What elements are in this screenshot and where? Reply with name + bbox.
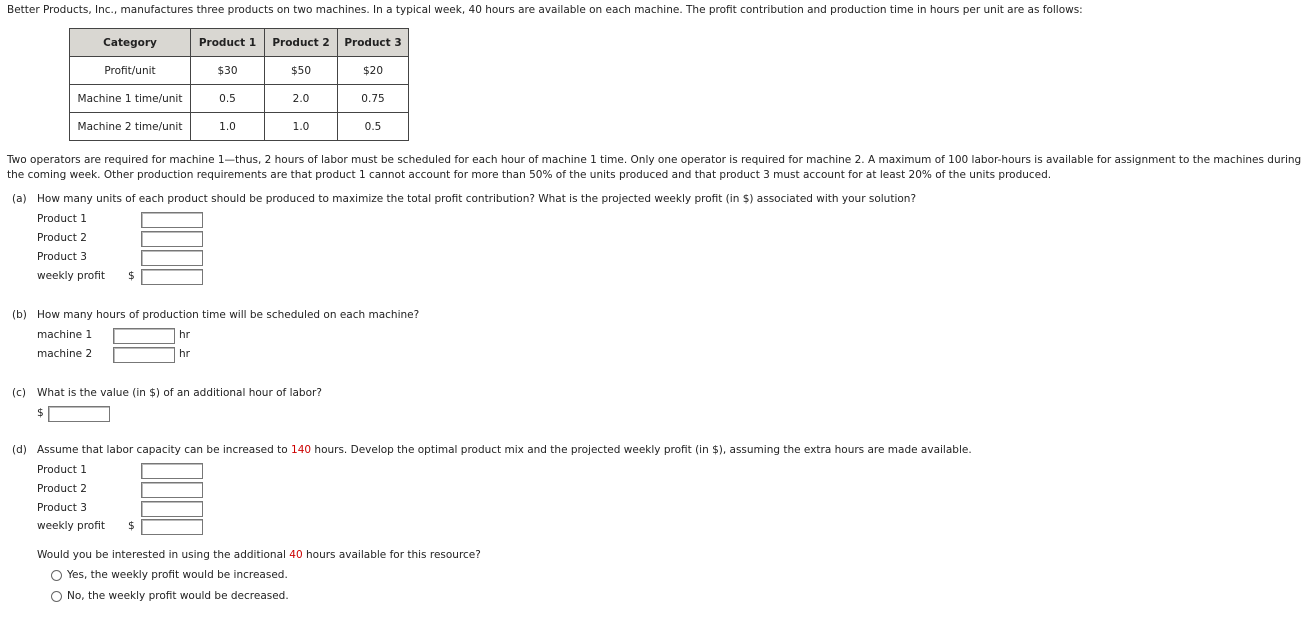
question-c xyxy=(12,387,322,399)
option-label[interactable]: Yes, the weekly profit would be increased. xyxy=(67,569,288,581)
a-product-2-input[interactable] xyxy=(141,231,203,247)
question-letter: (c) xyxy=(12,387,26,399)
table-cell: $50 xyxy=(265,57,338,85)
unit-label: hr xyxy=(179,348,190,360)
table-header: Product 1 xyxy=(191,29,265,57)
d-product-1-input[interactable] xyxy=(141,463,203,479)
table-cell: 0.75 xyxy=(338,85,409,113)
answer-label: Product 2 xyxy=(37,483,87,495)
question-letter: (d) xyxy=(12,444,27,456)
table-cell: 2.0 xyxy=(265,85,338,113)
question-b xyxy=(12,309,419,321)
b-machine-1-input[interactable] xyxy=(113,328,175,344)
no-radio[interactable] xyxy=(51,591,62,602)
d-product-2-input[interactable] xyxy=(141,482,203,498)
question-text: hours available for this resource? xyxy=(302,549,481,561)
highlighted-value: 140 xyxy=(291,444,312,456)
question-a xyxy=(12,193,916,205)
question-text: How many hours of production time will be scheduled on each machine? xyxy=(37,309,420,321)
table-cell: 1.0 xyxy=(191,113,265,141)
answer-label: Product 3 xyxy=(37,251,87,263)
table-cell: Machine 2 time/unit xyxy=(70,113,191,141)
answer-label: machine 2 xyxy=(37,348,93,360)
question-d xyxy=(12,444,972,456)
answer-label: Product 1 xyxy=(37,464,87,476)
question-text: Would you be interested in using the additional xyxy=(37,549,290,561)
followup-question xyxy=(37,549,481,561)
problem-intro: Better Products, Inc., manufactures three products on two machines. In a typical week, 40 hours are available on each machine. The profit contribution and production time in hours per unit are as follows: xyxy=(7,4,1083,16)
product-data-table xyxy=(69,28,409,141)
a-weekly-profit-input[interactable] xyxy=(141,269,203,285)
b-machine-2-input[interactable] xyxy=(113,347,175,363)
table-cell: 1.0 xyxy=(265,113,338,141)
answer-label: Product 3 xyxy=(37,502,87,514)
table-header-row xyxy=(70,29,409,57)
table-cell: Profit/unit xyxy=(70,57,191,85)
table-cell: 0.5 xyxy=(338,113,409,141)
answer-label: weekly profit xyxy=(37,270,105,282)
constraints-paragraph: Two operators are required for machine 1—thus, 2 hours of labor must be scheduled for each hour of machine 1 time. Only one operator is required for machine 2. A maximum of 100 labor-hours is available for assignment to the machines during the coming week. Other production requirements are that product 1 cannot account for more than 50% of the units produced and that product 3 must account for at least 20% of the units produced. xyxy=(7,154,1302,181)
table-cell: $30 xyxy=(191,57,265,85)
a-product-3-input[interactable] xyxy=(141,250,203,266)
answer-label: Product 1 xyxy=(37,213,87,225)
unit-label: hr xyxy=(179,329,190,341)
d-weekly-profit-input[interactable] xyxy=(141,519,203,535)
answer-label: weekly profit xyxy=(37,520,105,532)
table-cell: $20 xyxy=(338,57,409,85)
question-text: How many units of each product should be produced to maximize the total profit contribution? What is the projected weekly profit (in $) associated with your solution? xyxy=(37,193,917,205)
answer-label: Product 2 xyxy=(37,232,87,244)
highlighted-value: 40 xyxy=(289,549,303,561)
answer-label: machine 1 xyxy=(37,329,93,341)
c-labor-value-input[interactable] xyxy=(48,406,110,422)
a-product-1-input[interactable] xyxy=(141,212,203,228)
currency-symbol: $ xyxy=(128,270,135,282)
currency-symbol: $ xyxy=(37,407,44,419)
question-letter: (a) xyxy=(12,193,27,205)
currency-symbol: $ xyxy=(128,520,135,532)
table-row xyxy=(70,113,409,141)
question-text: Assume that labor capacity can be increased to xyxy=(37,444,292,456)
d-product-3-input[interactable] xyxy=(141,501,203,517)
table-cell: Machine 1 time/unit xyxy=(70,85,191,113)
table-cell: 0.5 xyxy=(191,85,265,113)
option-label[interactable]: No, the weekly profit would be decreased. xyxy=(67,590,289,602)
yes-radio[interactable] xyxy=(51,570,62,581)
table-header: Product 3 xyxy=(338,29,409,57)
question-text: What is the value (in $) of an additional hour of labor? xyxy=(37,387,322,399)
table-row xyxy=(70,85,409,113)
question-text: hours. Develop the optimal product mix and the projected weekly profit (in $), assuming the extra hours are made available. xyxy=(311,444,972,456)
question-letter: (b) xyxy=(12,309,27,321)
table-header: Product 2 xyxy=(265,29,338,57)
table-header: Category xyxy=(70,29,191,57)
table-row xyxy=(70,57,409,85)
